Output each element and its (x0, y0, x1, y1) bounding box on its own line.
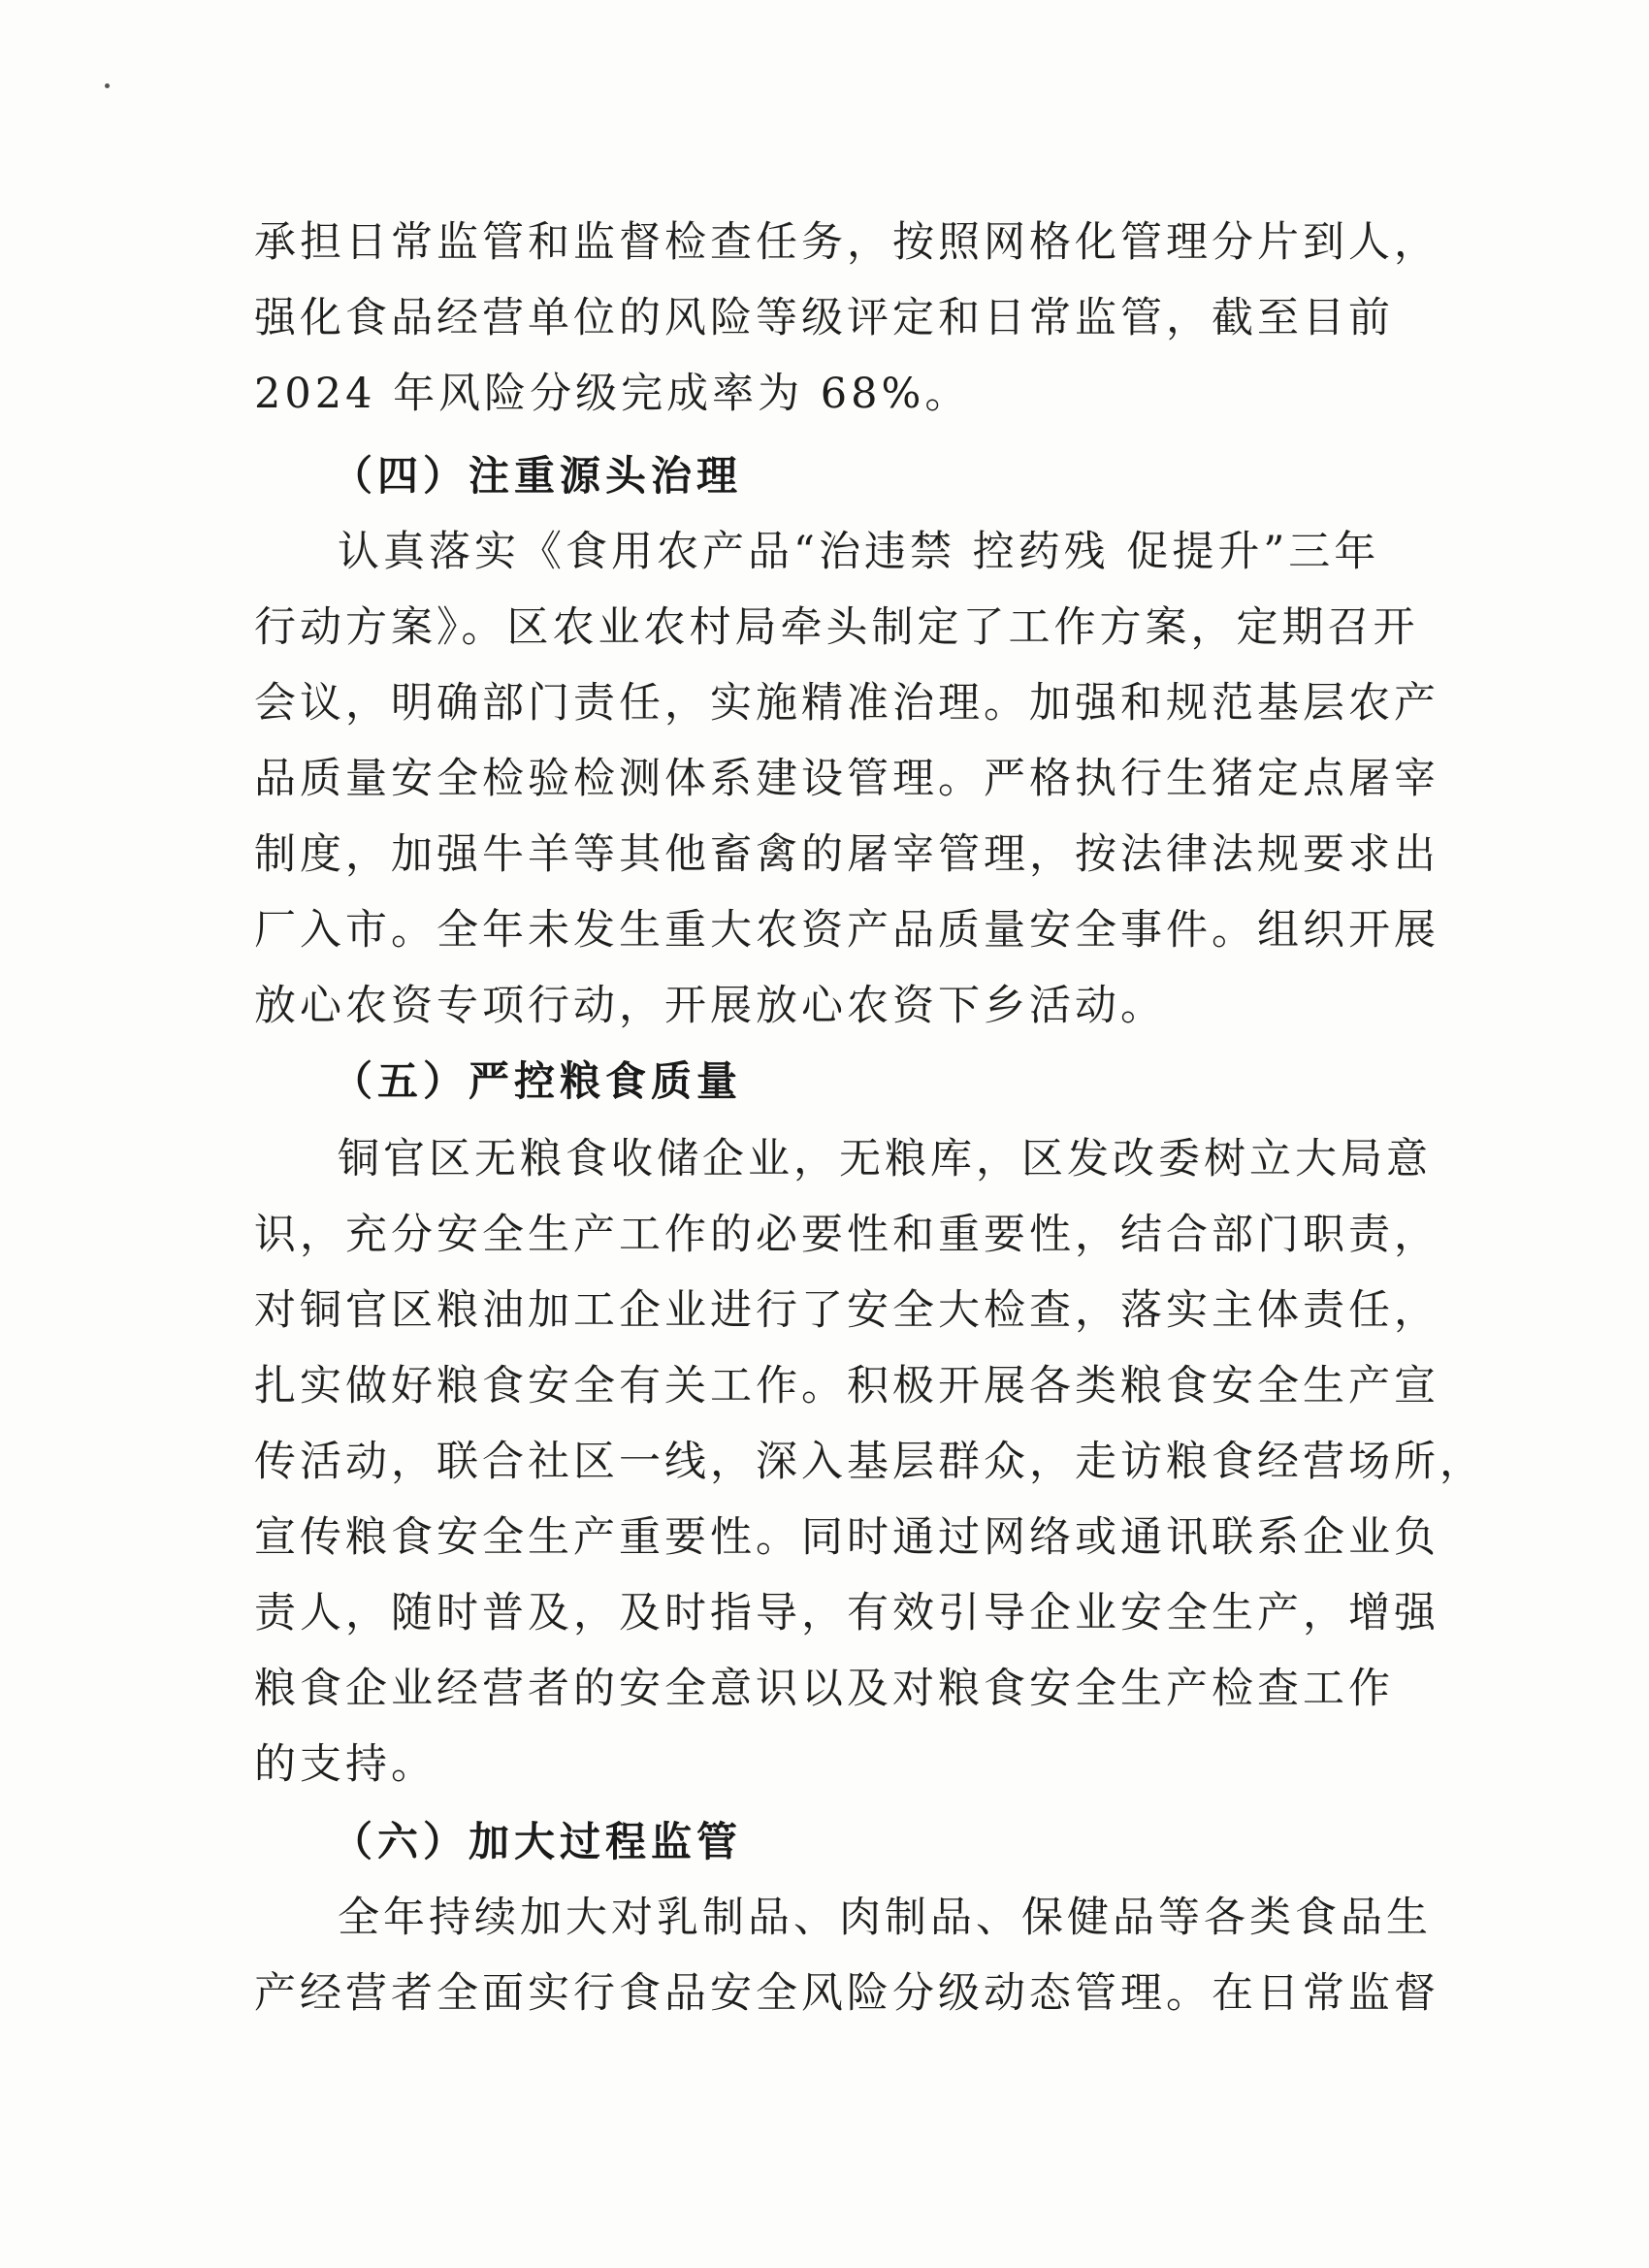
paragraph-line: 铜官区无粮食收储企业，无粮库，区发改委树立大局意 (338, 1135, 1432, 1183)
paragraph-line: 厂入市。全年未发生重大农资产品质量安全事件。组织开展 (254, 906, 1439, 955)
paragraph-line: 放心农资专项行动，开展放心农资下乡活动。 (254, 982, 1166, 1030)
section-heading-five: （五）严控粮食质量 (332, 1057, 743, 1105)
paragraph-line: 产经营者全面实行食品安全风险分级动态管理。在日常监督 (254, 1969, 1439, 2018)
paragraph-line: 扎实做好粮食安全有关工作。积极开展各类粮食安全生产宣 (254, 1362, 1439, 1410)
paragraph-line: 品质量安全检验检测体系建设管理。严格执行生猪定点屠宰 (254, 755, 1439, 803)
paragraph-line: 传活动，联合社区一线，深入基层群众，走访粮食经营场所， (254, 1438, 1485, 1486)
paragraph-line: 粮食企业经营者的安全意识以及对粮食安全生产检查工作 (254, 1665, 1394, 1713)
section-heading-six: （六）加大过程监管 (332, 1818, 743, 1865)
paragraph-line: 全年持续加大对乳制品、肉制品、保健品等各类食品生 (338, 1894, 1432, 1942)
paragraph-line: 宣传粮食安全生产重要性。同时通过网络或通讯联系企业负 (254, 1513, 1439, 1562)
paragraph-line: 会议，明确部门责任，实施精准治理。加强和规范基层农产 (254, 679, 1439, 728)
paragraph-line: 制度，加强牛羊等其他畜禽的屠宰管理，按法律法规要求出 (254, 830, 1439, 879)
paragraph-line: 责人，随时普及，及时指导，有效引导企业安全生产，增强 (254, 1589, 1439, 1637)
section-heading-four: （四）注重源头治理 (332, 452, 743, 500)
paragraph-line: 行动方案》。区农业农村局牵头制定了工作方案，定期召开 (254, 603, 1419, 652)
paragraph-line: 认真落实《食用农产品“治违禁 控药残 促提升”三年 (338, 528, 1380, 576)
paragraph-line: 的支持。 (254, 1740, 436, 1789)
paragraph-line: 强化食品经营单位的风险等级评定和日常监管，截至目前 (254, 294, 1394, 342)
paragraph-line: 承担日常监管和监督检查任务，按照网格化管理分片到人， (254, 218, 1439, 267)
paragraph-line: 识，充分安全生产工作的必要性和重要性，结合部门职责， (254, 1211, 1439, 1259)
paragraph-line: 对铜官区粮油加工企业进行了安全大检查，落实主体责任， (254, 1286, 1439, 1335)
paragraph-line: 2024 年风险分级完成率为 68%。 (254, 370, 971, 418)
scan-speck (105, 83, 110, 88)
